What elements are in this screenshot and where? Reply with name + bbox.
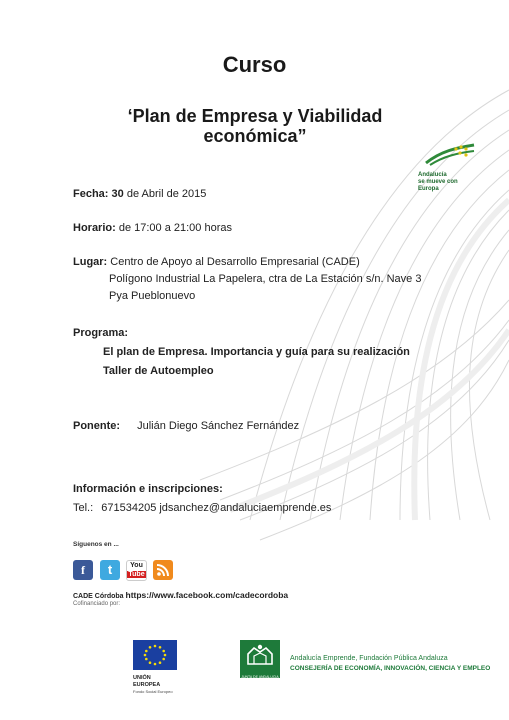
eu-logo-line-2: Fondo Social Europeo [133, 689, 173, 694]
junta-line-2: CONSEJERÍA DE ECONOMÍA, INNOVACIÓN, CIENCIA Y EMPLEO [290, 665, 491, 672]
ponente-row [73, 420, 299, 432]
siguenos-label: Síguenos en ... [73, 541, 119, 548]
youtube-icon[interactable]: You Tube [126, 560, 147, 581]
logo-line-2: se mueve con Europa [418, 179, 458, 192]
cade-row [73, 590, 288, 600]
rss-icon[interactable] [153, 560, 173, 580]
eu-flag-icon [133, 640, 177, 670]
andalucia-swoosh-icon [416, 143, 476, 167]
fecha-day: 30 [111, 188, 124, 200]
programa-item: Taller de Autoempleo [103, 365, 214, 377]
ponente-label: Ponente: [73, 420, 121, 432]
cofinanciado-label: Cofinanciado por: [73, 601, 121, 607]
subtitle-line-1: ‘Plan de Empresa y Viabilidad [127, 106, 383, 126]
eu-logo [133, 640, 179, 694]
logo-line-1: Andalucía [418, 172, 447, 178]
course-subtitle [60, 106, 450, 146]
info-heading: Información e inscripciones: [73, 483, 223, 495]
rss-glyph-icon [153, 560, 173, 580]
twitter-icon[interactable]: t [100, 560, 120, 580]
info-contact-row [73, 502, 331, 514]
andalucia-europa-logo [416, 143, 476, 192]
junta-emblem-icon [240, 640, 280, 670]
horario-value: de 17:00 a 21:00 horas [118, 222, 232, 234]
subtitle-line-2: económica” [203, 126, 307, 146]
junta-caption: JUNTA DE ANDALUCIA [241, 675, 279, 679]
junta-andalucia-logo [240, 640, 280, 678]
tel-value: 671534205 jdsanchez@andaluciaemprende.es [101, 502, 332, 514]
horario-label: Horario: [73, 222, 116, 234]
horario-row [73, 222, 232, 234]
ponente-value: Julián Diego Sánchez Fernández [137, 420, 300, 432]
programa-label: Programa: [73, 327, 129, 339]
fecha-rest: de Abril de 2015 [126, 188, 207, 200]
lugar-label: Lugar: [73, 256, 108, 268]
programa-item: El plan de Empresa. Importancia y guía para su realización [103, 346, 410, 358]
fecha-row [73, 188, 206, 200]
cade-label: CADE Córdoba [73, 593, 124, 600]
eu-logo-line-1: UNIÓN EUROPEA [133, 675, 161, 688]
fecha-label: Fecha: [73, 188, 109, 200]
tel-label: Tel.: [73, 502, 94, 514]
junta-line-1: Andalucía Emprende, Fundación Pública Andaluza [290, 655, 448, 662]
cade-url-link[interactable]: https://www.facebook.com/cadecordoba [125, 590, 289, 600]
course-title: Curso [222, 52, 287, 77]
lugar-line-1: Centro de Apoyo al Desarrollo Empresarial (CADE) [110, 256, 360, 268]
lugar-line-2: Polígono Industrial La Papelera, ctra de La Estación s/n. Nave 3 [109, 273, 422, 285]
lugar-label-row [73, 256, 360, 268]
lugar-line-3: Pya Pueblonuevo [109, 290, 196, 302]
facebook-icon[interactable]: f [73, 560, 93, 580]
